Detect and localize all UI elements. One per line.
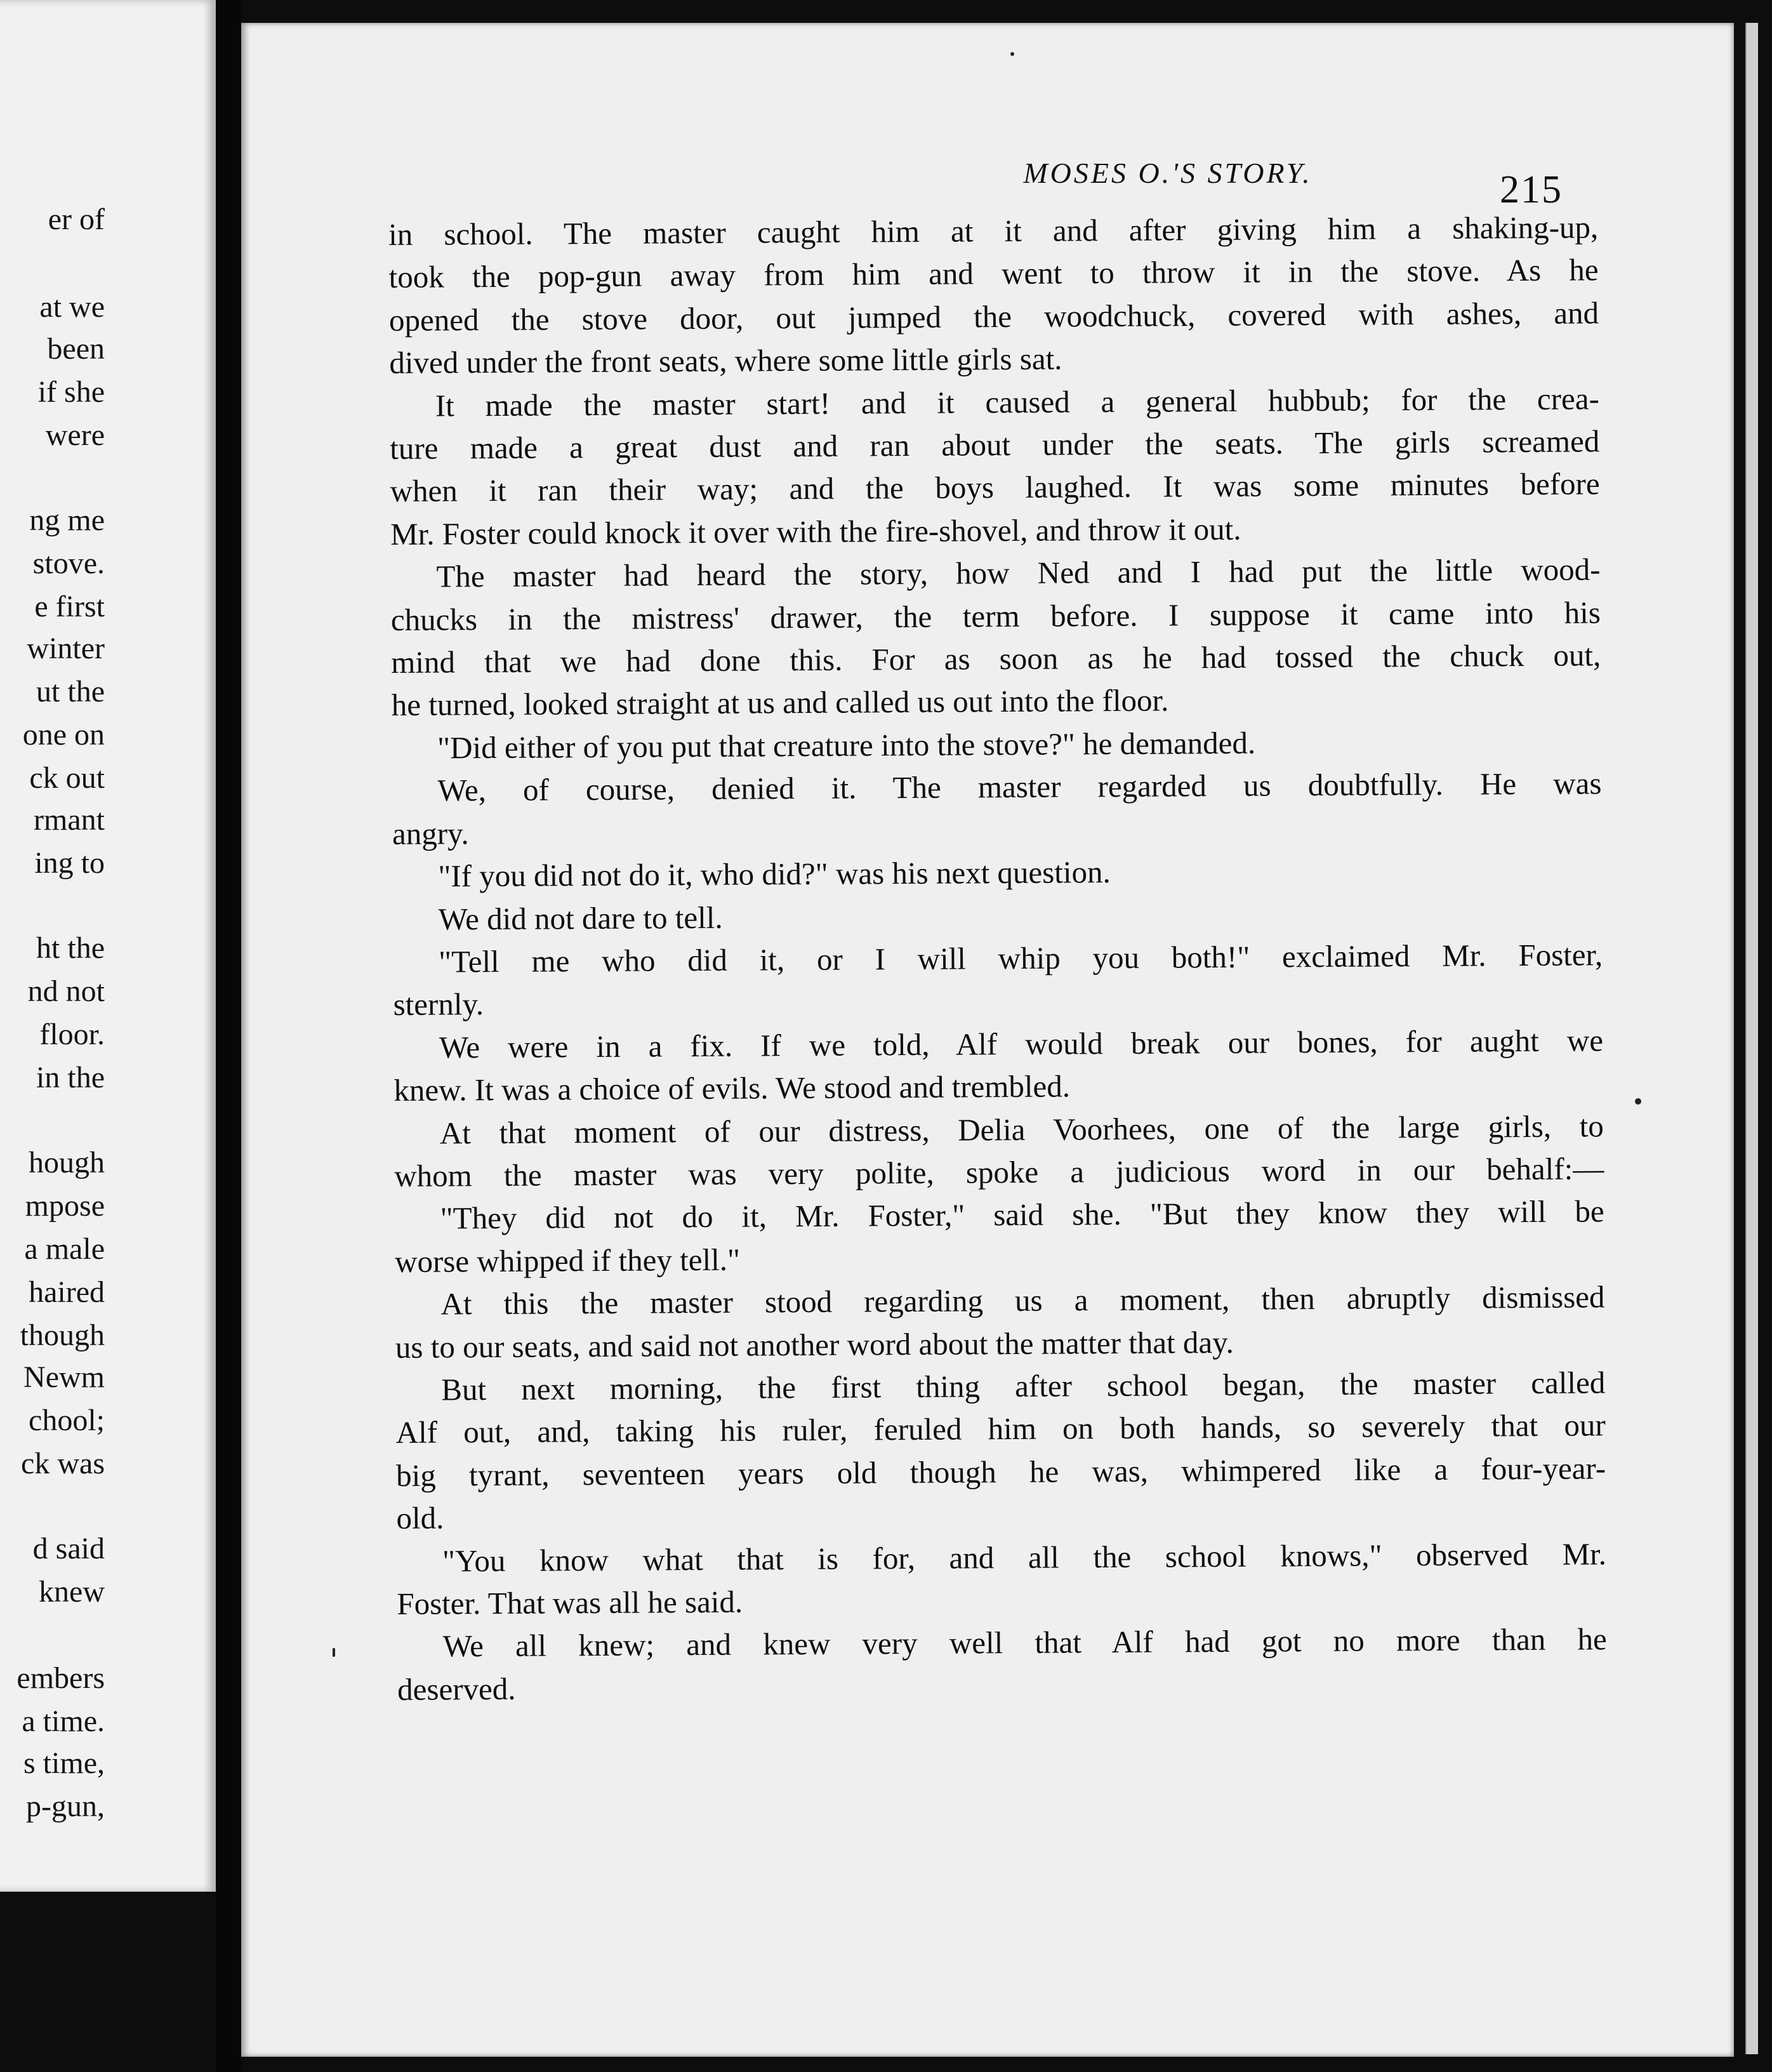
- scan-speck: [1635, 1098, 1641, 1105]
- previous-page-line-fragment: s time,: [23, 1746, 105, 1780]
- previous-page-line-fragment: at we: [39, 290, 105, 324]
- text-line: dived under the front seats, where some little girls sat.: [389, 341, 1062, 381]
- text-line: he turned, looked straight at us and called us out into the floor.: [391, 682, 1169, 723]
- text-line: The master had heard the story, how Ned and I had put the little wood-: [436, 552, 1601, 594]
- previous-page-line-fragment: rmant: [34, 803, 105, 837]
- text-line: It made the master start! and it caused a general hubbub; for the crea-: [435, 380, 1599, 423]
- text-line: mind that we had done this. For as soon as he had tossed the chuck out,: [391, 637, 1601, 681]
- previous-page-line-fragment: p-gun,: [26, 1790, 105, 1823]
- text-line: took the pop-gun away from him and went to throw it in the stove. As he: [388, 252, 1599, 295]
- previous-page-line-fragment: embers: [17, 1661, 105, 1695]
- previous-page-line-fragment: been: [47, 332, 105, 366]
- previous-page-line-fragment: were: [45, 418, 105, 452]
- previous-page-line-fragment: nd not: [27, 974, 105, 1008]
- previous-page-line-fragment: haired: [29, 1275, 105, 1309]
- text-line: opened the stove door, out jumped the woodchuck, covered with ashes, and: [388, 295, 1599, 338]
- previous-page-line-fragment: in the: [36, 1061, 105, 1094]
- text-line: We were in a fix. If we told, Alf would break our bones, for aught we: [439, 1023, 1604, 1065]
- previous-page-line-fragment: chool;: [29, 1404, 105, 1437]
- text-line: worse whipped if they tell.": [394, 1242, 741, 1279]
- previous-page-line-fragment: ht the: [36, 931, 105, 965]
- previous-page-line-fragment: er of: [48, 203, 105, 236]
- text-line: ture made a great dust and ran about under the seats. The girls screamed: [390, 423, 1600, 467]
- text-line: We did not dare to tell.: [438, 900, 723, 937]
- text-line: whom the master was very polite, spoke a judicious word in our behalf:—: [394, 1151, 1604, 1193]
- text-line: "Did either of you put that creature into the stove?" he demanded.: [437, 725, 1256, 766]
- previous-page-line-fragment: knew: [39, 1575, 105, 1609]
- previous-page-line-fragment: hough: [29, 1146, 105, 1179]
- previous-page-line-fragment: a time.: [22, 1704, 105, 1738]
- text-line: "If you did not do it, who did?" was his next question.: [438, 854, 1111, 894]
- text-line: At this the master stood regarding us a moment, then abruptly dismissed: [440, 1279, 1605, 1322]
- text-line: big tyrant, seventeen years old though he was, whimpered like a four-year-: [395, 1451, 1606, 1493]
- previous-page-line-fragment: winter: [27, 632, 105, 665]
- previous-page-line-fragment: ng me: [29, 503, 105, 537]
- text-line: deserved.: [397, 1671, 516, 1707]
- text-line: angry.: [392, 815, 469, 851]
- current-page: [241, 23, 1734, 2057]
- previous-page-line-fragment: stove.: [32, 547, 105, 580]
- text-line: "They did not do it, Mr. Foster," said she. "But they know they will be: [440, 1193, 1604, 1236]
- previous-page-line-fragment: a male: [24, 1232, 105, 1266]
- text-line: Alf out, and, taking his ruler, feruled him on both hands, so severely that our: [395, 1407, 1606, 1451]
- text-line: old.: [396, 1500, 444, 1536]
- previous-page-line-fragment: e first: [34, 590, 105, 623]
- body-text: [388, 206, 1607, 1711]
- previous-page-text: [0, 0, 216, 1892]
- previous-page-line-fragment: d said: [32, 1532, 105, 1565]
- text-line: "Tell me who did it, or I will whip you both!" exclaimed Mr. Foster,: [439, 937, 1603, 980]
- previous-page-line-fragment: if she: [37, 375, 105, 409]
- running-head: MOSES O.'S STORY.: [1023, 157, 1312, 189]
- text-line: in school. The master caught him at it and after giving him a shaking-up,: [388, 209, 1599, 252]
- text-line: We all knew; and knew very well that Alf had got no more than he: [442, 1621, 1607, 1664]
- previous-page-line-fragment: mpose: [25, 1189, 105, 1223]
- previous-page: [0, 0, 216, 1892]
- page-number: 215: [1500, 168, 1563, 211]
- text-line: sternly.: [393, 986, 484, 1023]
- previous-page-line-fragment: floor.: [39, 1018, 105, 1051]
- previous-page-line-fragment: Newm: [23, 1360, 105, 1394]
- text-line: us to our seats, and said not another word about the matter that day.: [395, 1324, 1234, 1365]
- text-line: chucks in the mistress' drawer, the term before. I suppose it came into his: [390, 595, 1601, 637]
- previous-page-line-fragment: ck was: [21, 1447, 105, 1480]
- previous-page-line-fragment: ut the: [36, 675, 105, 708]
- text-line: But next morning, the first thing after school began, the master called: [441, 1365, 1606, 1407]
- text-line: Mr. Foster could knock it over with the fire-shovel, and throw it out.: [390, 511, 1241, 552]
- text-line: At that moment of our distress, Delia Voorhees, one of the large girls, to: [439, 1108, 1604, 1151]
- previous-page-line-fragment: ing to: [34, 846, 105, 880]
- text-line: when it ran their way; and the boys laughed. It was some minutes before: [390, 466, 1600, 509]
- book-gutter: [216, 0, 241, 2072]
- text-line: We, of course, denied it. The master regarded us doubtfully. He was: [437, 766, 1602, 808]
- previous-page-line-fragment: ck out: [29, 761, 105, 795]
- text-line: Foster. That was all he said.: [397, 1584, 743, 1621]
- scan-speck: [333, 1648, 335, 1657]
- previous-page-line-fragment: though: [20, 1318, 105, 1352]
- scan-speck: [1010, 52, 1014, 56]
- page-edge: [1745, 23, 1758, 2054]
- text-line: "You know what that is for, and all the school knows," observed Mr.: [442, 1536, 1607, 1579]
- text-line: knew. It was a choice of evils. We stood and trembled.: [393, 1068, 1071, 1108]
- previous-page-line-fragment: one on: [22, 718, 105, 752]
